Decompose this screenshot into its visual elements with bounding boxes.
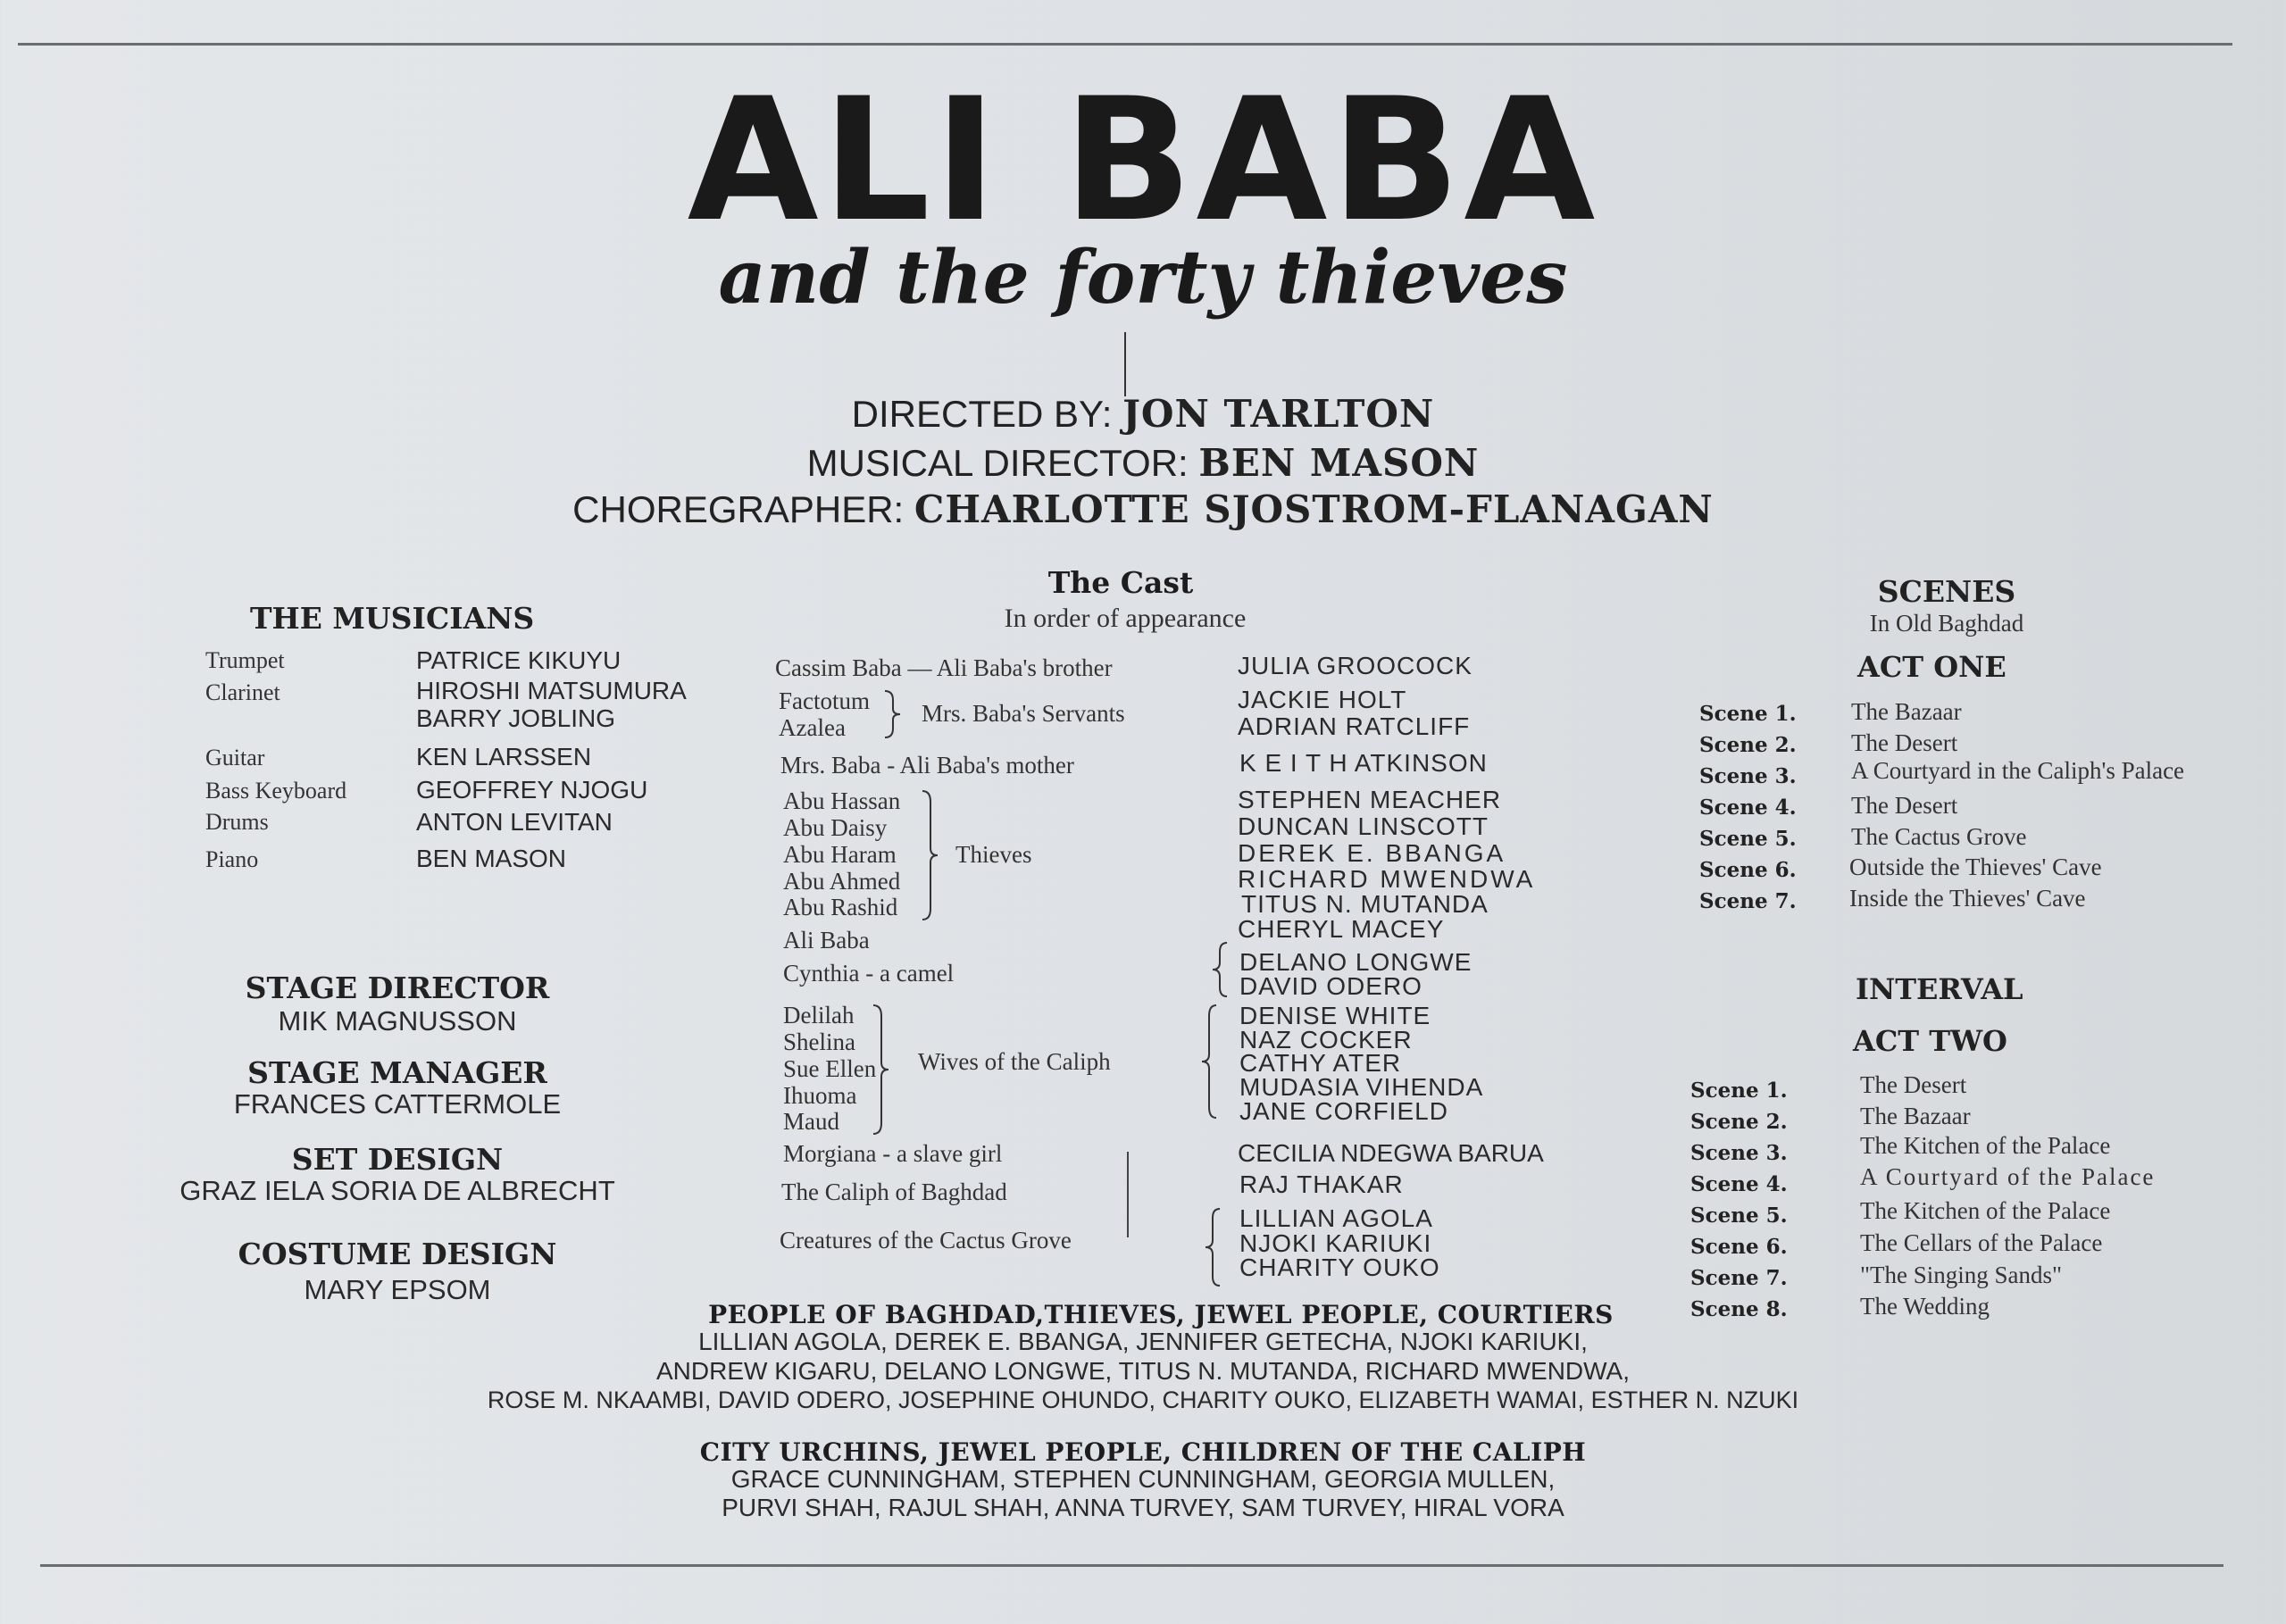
set-design-name: GRAZ IELA SORIA DE ALBRECHT [179,1175,615,1206]
ensemble-line: PURVI SHAH, RAJUL SHAH, ANNA TURVEY, SAM TURVEY, HIRAL VORA [722,1494,1564,1521]
scenes-heading: SCENES [1877,574,2016,609]
scenes-subheading: In Old Baghdad [1869,610,2024,637]
instrument-label: Bass Keyboard [205,778,347,804]
actor-caliph: RAJ THAKAR [1239,1170,1404,1198]
role-thief: Abu Ahmed [783,868,901,895]
stage-manager-name: FRANCES CATTERMOLE [233,1088,562,1120]
bottom-rule [40,1564,2223,1567]
director-credit [0,392,2286,436]
actor-thief: RICHARD MWENDWA [1238,865,1536,893]
instrument-label: Drums [205,809,269,835]
role-thief: Abu Rashid [783,894,898,920]
actor-thief: DUNCAN LINSCOTT [1238,812,1489,840]
actor-mrs-baba: K E I T H ATKINSON [1239,749,1488,777]
role-thief: Abu Daisy [783,814,888,841]
role-factotum: Factotum [779,687,870,714]
musician-name: BARRY JOBLING [416,704,616,732]
role-thief: Abu Hassan [783,787,901,814]
ensemble-line: GRACE CUNNINGHAM, STEPHEN CUNNINGHAM, GEORGIA MULLEN, [730,1465,1556,1493]
actor-morgiana: CECILIA NDEGWA BARUA [1238,1139,1544,1167]
thieves-bracket [920,789,941,921]
scene-title: A Courtyard in the Caliph's Palace [1851,757,2185,784]
role-caliph: The Caliph of Baghdad [781,1178,1007,1205]
role-morgiana: Morgiana - a slave girl [783,1140,1003,1167]
musician-name: KEN LARSSEN [416,743,592,770]
instrument-label: Guitar [205,745,265,770]
actor-servant: ADRIAN RATCLIFF [1238,712,1471,740]
title-divider [1124,332,1126,396]
actor-cynthia: DELANO LONGWE [1239,948,1473,976]
actor-thief: TITUS N. MUTANDA [1241,890,1489,918]
credit-label: MUSICAL DIRECTOR: [806,442,1189,484]
scene-label: Scene 1. [1690,1079,1788,1103]
act-one-heading: ACT ONE [1857,650,2007,684]
cast-divider-line [1127,1152,1129,1237]
actor-wife: MUDASIA VIHENDA [1239,1073,1484,1101]
credit-name: CHARLOTTE SJOSTROM-FLANAGAN [914,487,1714,531]
scene-title: The Desert [1851,792,1958,819]
costume-design-name: MARY EPSOM [304,1274,491,1305]
actor-wife: CATHY ATER [1239,1049,1402,1077]
role-wife: Sue Ellen [783,1055,877,1082]
scene-title: The Kitchen of the Palace [1860,1197,2111,1224]
scene-label: Scene 5. [1690,1203,1788,1228]
instrument-label: Clarinet [205,679,280,705]
scene-label: Scene 4. [1699,795,1797,820]
credit-name: BEN MASON [1198,441,1480,485]
scene-title: The Bazaar [1860,1103,1971,1129]
interval-heading: INTERVAL [1856,972,2023,1006]
musician-name: BEN MASON [416,845,567,872]
cast-heading: The Cast [1047,565,1194,600]
creatures-bracket [1202,1207,1223,1287]
role-thief: Abu Haram [783,841,897,868]
costume-design-heading: COSTUME DESIGN [238,1237,557,1271]
scene-label: Scene 3. [1690,1141,1788,1165]
actor-wife: JANE CORFIELD [1239,1097,1448,1125]
scene-title: The Kitchen of the Palace [1860,1132,2111,1159]
stage-manager-heading: STAGE MANAGER [247,1055,547,1090]
scene-label: Scene 5. [1699,827,1797,851]
actor-creature: NJOKI KARIUKI [1239,1229,1432,1257]
musician-name: PATRICE KIKUYU [416,646,622,674]
scene-label: Scene 2. [1699,733,1797,757]
top-rule [18,43,2232,46]
actor-wife: DENISE WHITE [1239,1002,1431,1029]
scene-label: Scene 4. [1690,1172,1788,1196]
scene-title: "The Singing Sands" [1860,1262,2063,1288]
actor-ali-baba: CHERYL MACEY [1238,915,1445,943]
actor-servant: JACKIE HOLT [1238,686,1407,713]
scene-title: The Desert [1851,729,1958,756]
credit-name: JON TARLTON [1122,392,1435,436]
actor-thief: DEREK E. BBANGA [1238,839,1506,867]
actor-thief: STEPHEN MEACHER [1238,786,1502,813]
scene-label: Scene 3. [1699,764,1797,788]
role-wife: Ihuoma [783,1082,857,1109]
role-wife: Maud [783,1108,839,1135]
scene-label: Scene 2. [1690,1110,1788,1134]
scene-label: Scene 7. [1690,1266,1788,1290]
role-creatures: Creatures of the Cactus Grove [780,1227,1072,1253]
instrument-label: Piano [205,846,259,872]
act-two-heading: ACT TWO [1853,1024,2007,1058]
stage-director-name: MIK MAGNUSSON [278,1005,517,1037]
cast-subheading: In order of appearance [1004,604,1247,633]
servants-bracket [882,689,904,739]
set-design-heading: SET DESIGN [291,1142,504,1177]
scene-label: Scene 6. [1690,1235,1788,1259]
musician-name: GEOFFREY NJOGU [416,776,648,804]
scene-title: The Cellars of the Palace [1860,1229,2103,1256]
credit-label: DIRECTED BY: [851,393,1113,435]
ensemble-line: ROSE M. NKAAMBI, DAVID ODERO, JOSEPHINE OHUNDO, CHARITY OUKO, ELIZABETH WAMAI, ESTHER N. NZUKI [487,1387,1799,1413]
scene-title: The Desert [1860,1071,1967,1098]
actor-creature: LILLIAN AGOLA [1239,1204,1433,1232]
scene-label: Scene 1. [1699,702,1797,726]
role-ali-baba: Ali Baba [783,927,870,954]
role-thieves-label: Thieves [955,841,1032,868]
actor-cassim: JULIA GROOCOCK [1238,652,1473,679]
scene-title: The Wedding [1860,1293,1990,1320]
scene-label: Scene 6. [1699,858,1797,882]
ensemble-heading: PEOPLE OF BAGHDAD,THIEVES, JEWEL PEOPLE, COURTIERS [708,1300,1614,1329]
actor-wife: NAZ COCKER [1239,1026,1413,1054]
ensemble-line: ANDREW KIGARU, DELANO LONGWE, TITUS N. MUTANDA, RICHARD MWENDWA, [656,1357,1630,1385]
role-wife: Delilah [783,1002,855,1029]
scene-label: Scene 7. [1699,889,1797,913]
role-cynthia: Cynthia - a camel [783,960,955,987]
role-cassim: Cassim Baba — Ali Baba's brother [775,654,1113,681]
ensemble-heading: CITY URCHINS, JEWEL PEOPLE, CHILDREN OF THE CALIPH [699,1437,1587,1467]
role-wives-label: Wives of the Caliph [918,1048,1111,1075]
actor-cynthia: DAVID ODERO [1239,972,1422,1000]
wives-actors-bracket [1198,1004,1220,1120]
cynthia-bracket [1209,941,1231,998]
musical-director-credit [0,441,2286,485]
scene-label: Scene 8. [1690,1297,1788,1321]
musicians-heading: THE MUSICIANS [250,601,535,636]
scene-title: A Courtyard of the Palace [1860,1163,2156,1190]
scene-title: The Bazaar [1851,698,1962,725]
role-wife: Shelina [783,1029,855,1055]
role-mrs-baba: Mrs. Baba - Ali Baba's mother [780,752,1074,779]
role-azalea: Azalea [779,714,846,741]
musician-name: HIROSHI MATSUMURA [416,677,687,704]
role-servants: Mrs. Baba's Servants [922,700,1125,727]
credit-label: CHOREGRAPHER: [572,488,905,530]
musician-name: ANTON LEVITAN [416,808,613,836]
ensemble-line: LILLIAN AGOLA, DEREK E. BBANGA, JENNIFER GETECHA, NJOKI KARIUKI, [698,1328,1588,1355]
actor-creature: CHARITY OUKO [1239,1253,1440,1281]
show-subtitle: and the forty thieves [718,235,1568,321]
instrument-label: Trumpet [205,647,285,673]
stage-director-heading: STAGE DIRECTOR [245,970,550,1005]
choreographer-credit [0,487,2286,531]
wives-bracket [871,1004,892,1136]
scene-title: The Cactus Grove [1851,823,2027,850]
scene-title: Outside the Thieves' Cave [1849,854,2102,880]
scene-title: Inside the Thieves' Cave [1849,885,2086,912]
show-title: ALI BABA [687,62,1599,259]
